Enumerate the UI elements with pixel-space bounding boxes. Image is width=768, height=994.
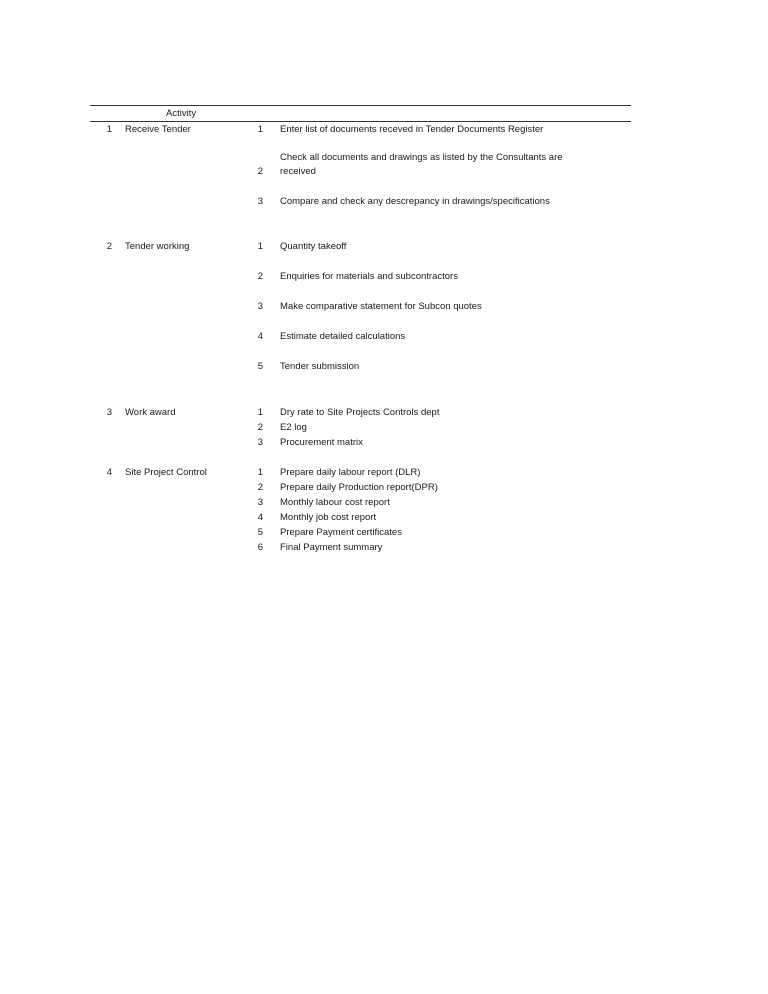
step-text: Prepare daily Production report(DPR): [280, 482, 438, 493]
step-text: Check all documents and drawings as listed by the Consultants are: [280, 152, 563, 163]
step-number: 4: [257, 512, 263, 523]
step-text: Procurement matrix: [280, 437, 363, 448]
activity-number: 4: [106, 467, 112, 478]
step-number: 1: [257, 124, 263, 135]
step-number: 2: [257, 482, 263, 493]
step-text: Enquiries for materials and subcontractors: [280, 271, 458, 282]
step-number: 3: [257, 497, 263, 508]
step-text: Tender submission: [280, 361, 360, 372]
step-text: Monthly job cost report: [280, 512, 377, 523]
step-number: 5: [257, 361, 263, 372]
activity-number: 2: [106, 241, 112, 252]
header-top-rule: [90, 105, 631, 106]
step-number: 6: [257, 542, 263, 553]
step-text: Estimate detailed calculations: [280, 331, 406, 342]
step-number: 3: [257, 437, 263, 448]
step-number: 2: [257, 166, 263, 177]
step-number: 5: [257, 527, 263, 538]
step-text-continued: received: [280, 166, 316, 177]
activity-name: Site Project Control: [125, 467, 207, 478]
activity-name: Receive Tender: [125, 124, 191, 135]
step-text: Dry rate to Site Projects Controls dept: [280, 407, 440, 418]
step-number: 1: [257, 407, 263, 418]
activity-name: Work award: [125, 407, 176, 418]
step-text: Prepare Payment certificates: [280, 527, 402, 538]
step-text: Final Payment summary: [280, 542, 383, 553]
step-number: 4: [257, 331, 263, 342]
step-number: 1: [257, 241, 263, 252]
step-number: 2: [257, 422, 263, 433]
step-text: Prepare daily labour report (DLR): [280, 467, 421, 478]
step-text: Quantity takeoff: [280, 241, 347, 252]
step-number: 2: [257, 271, 263, 282]
step-text: Enter list of documents receved in Tender Documents Register: [280, 124, 544, 135]
step-number: 1: [257, 467, 263, 478]
step-text: Compare and check any descrepancy in drawings/specifications: [280, 196, 550, 207]
step-text: Monthly labour cost report: [280, 497, 390, 508]
activity-number: 3: [106, 407, 112, 418]
activity-number: 1: [106, 124, 112, 135]
column-header-activity: Activity: [166, 108, 197, 119]
step-text: Make comparative statement for Subcon quotes: [280, 301, 482, 312]
step-number: 3: [257, 196, 263, 207]
header-bottom-rule: [90, 121, 631, 122]
step-number: 3: [257, 301, 263, 312]
step-text: E2 log: [280, 422, 307, 433]
activity-name: Tender working: [125, 241, 190, 252]
